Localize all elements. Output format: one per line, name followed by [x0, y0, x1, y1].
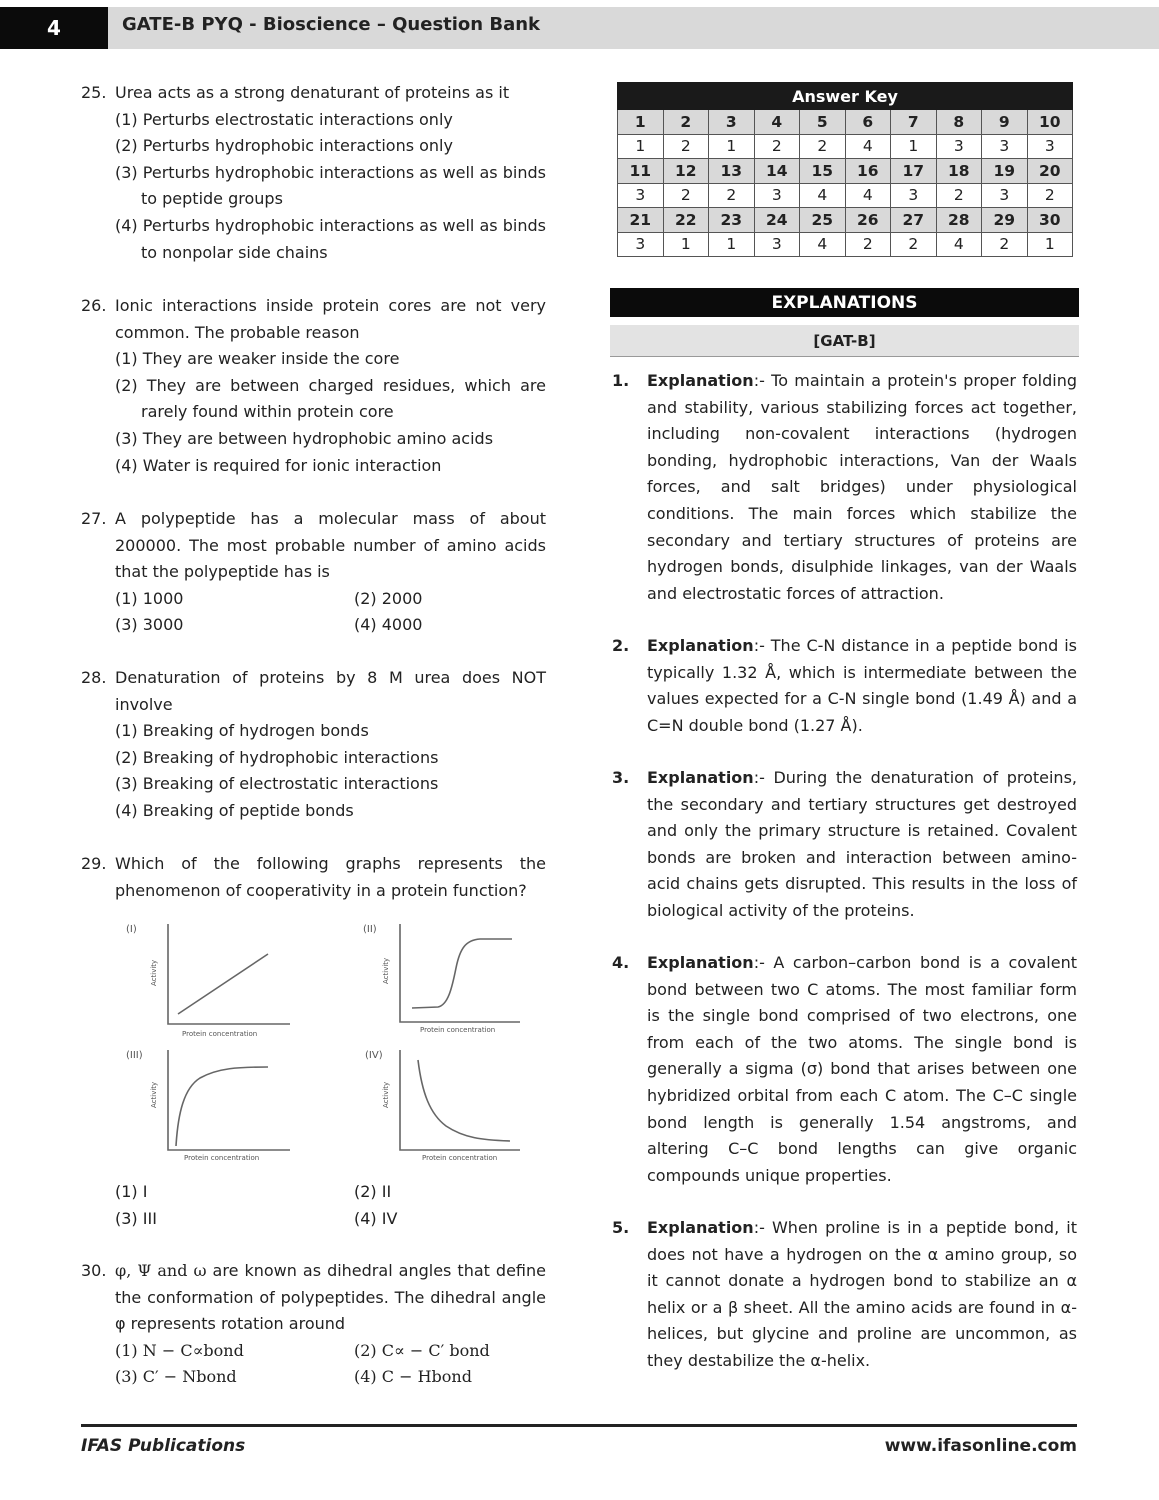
explanations-heading: EXPLANATIONS	[610, 288, 1079, 317]
explanation-lead: Explanation	[647, 953, 754, 972]
answer-key-answer-cell: 2	[1027, 183, 1073, 208]
answer-key-answer-cell: 3	[754, 232, 800, 257]
option-4: (4) 4000	[354, 615, 423, 635]
question-number: 26.	[81, 296, 107, 315]
answer-key-question-cell: 10	[1027, 110, 1073, 135]
explanation-lead: Explanation	[647, 371, 754, 390]
option-3: (3) Perturbs hydrophobic interactions as well as binds to peptide groups	[115, 162, 546, 209]
option-1: (1) 1000	[115, 588, 184, 608]
panel-label: (IV)	[365, 1050, 383, 1061]
option-1: (1) They are weaker inside the core	[115, 349, 400, 369]
option-2: (2) Perturbs hydrophobic interactions only	[115, 136, 453, 156]
answer-key-answer-cell: 2	[709, 183, 755, 208]
answer-key-answer-cell: 3	[754, 183, 800, 208]
option-1: (1) I	[115, 1182, 148, 1201]
question-stem: Ionic interactions inside protein cores are not very common. The probable reason	[115, 296, 546, 342]
answer-key-answer-cell: 2	[936, 183, 982, 208]
dihedral-symbols: φ, Ψ and ω	[115, 1261, 207, 1280]
options-row	[115, 1179, 546, 1206]
answer-key-answer-cell: 4	[845, 183, 891, 208]
answer-key-answer-cell: 1	[1027, 232, 1073, 257]
option-4: (4) C − Hbond	[354, 1367, 472, 1387]
answer-key-question-cell: 21	[618, 208, 664, 233]
option-3: (3) 3000	[115, 615, 184, 635]
explanation-lead: Explanation	[647, 1218, 754, 1237]
explanation-number: 2.	[612, 636, 630, 655]
answer-key-answer-cell: 2	[800, 134, 846, 159]
explanation-lead: Explanation	[647, 636, 754, 655]
page-title: GATE-B PYQ - Bioscience – Question Bank	[122, 14, 541, 35]
question-29-options	[81, 1179, 546, 1232]
answer-key-question-cell: 3	[709, 110, 755, 135]
answer-key-answer-cell: 2	[982, 232, 1028, 257]
option-1: (1) N − C∝bond	[115, 1340, 244, 1360]
answer-key-answer-row	[618, 183, 1073, 208]
options-row	[115, 1338, 546, 1365]
answer-key-question-cell: 14	[754, 159, 800, 184]
question-number: 25.	[81, 83, 107, 102]
option-3: (3) III	[115, 1208, 157, 1228]
answer-key-question-cell: 9	[982, 110, 1028, 135]
answer-key-answer-cell: 2	[845, 232, 891, 257]
explanation-lead: Explanation	[647, 768, 754, 787]
answer-key-answer-cell: 4	[936, 232, 982, 257]
explanation-1	[612, 368, 1077, 607]
answer-key-answer-cell: 3	[891, 183, 937, 208]
answer-key-question-cell: 27	[891, 208, 937, 233]
answer-key-question-cell: 23	[709, 208, 755, 233]
option-4: (4) IV	[354, 1208, 398, 1228]
options-row	[115, 1364, 546, 1391]
explanation-text: :- When proline is in a peptide bond, it does not have a hydrogen on the α amino group, so it cannot donate a hydrogen bond to stabilize an α helix or a β sheet. All the amino acids are found in α-helices, but glycine and proline are uncommon, as they destabilize the α-helix.	[647, 1218, 1077, 1370]
answer-key-question-cell: 12	[663, 159, 709, 184]
question-number: 30.	[81, 1261, 107, 1280]
answer-key-answer-cell: 4	[845, 134, 891, 159]
graphs-svg	[118, 918, 538, 1168]
answer-key-question-cell: 20	[1027, 159, 1073, 184]
answer-key-question-cell: 2	[663, 110, 709, 135]
options-row	[115, 612, 546, 639]
answer-key-table	[617, 82, 1073, 257]
question-stem	[115, 1258, 546, 1338]
option-1: (1) Perturbs electrostatic interactions only	[115, 109, 453, 129]
answer-key-answer-cell: 3	[618, 183, 664, 208]
answer-key-question-cell: 4	[754, 110, 800, 135]
explanation-number: 5.	[612, 1218, 630, 1237]
question-30	[81, 1258, 546, 1391]
curve-linear	[178, 954, 268, 1014]
answer-key-question-cell: 19	[982, 159, 1028, 184]
answer-key-question-cell: 13	[709, 159, 755, 184]
answer-key-answer-row	[618, 134, 1073, 159]
question-28	[81, 665, 546, 825]
option-4: (4) Water is required for ionic interaction	[115, 455, 442, 475]
explanation-text: :- During the denaturation of proteins, the secondary and tertiary structures get destroyed and only the primary structure is retained. Covalent bonds are broken and interaction between amino-acid chains gets disrupted. This results in the loss of biological activity of the proteins.	[647, 768, 1077, 920]
answer-key-question-row	[618, 159, 1073, 184]
answer-key-question-cell: 17	[891, 159, 937, 184]
option-3: (3) C′ − Nbond	[115, 1367, 237, 1387]
option-3: (3) They are between hydrophobic amino acids	[115, 428, 494, 448]
answer-key-question-row	[618, 110, 1073, 135]
axis-label-y: Activity	[382, 957, 390, 984]
question-29	[81, 851, 546, 904]
panel-label: (III)	[126, 1050, 143, 1061]
answer-key-answer-cell: 1	[709, 134, 755, 159]
answer-key-question-cell: 5	[800, 110, 846, 135]
question-stem: Denaturation of proteins by 8 M urea does NOT involve	[115, 668, 546, 714]
explanation-number: 1.	[612, 371, 630, 390]
axis-label-x: Protein concentration	[422, 1154, 498, 1162]
answer-key-question-cell: 6	[845, 110, 891, 135]
option-4: (4) Breaking of peptide bonds	[115, 800, 354, 820]
answer-key-answer-cell: 3	[618, 232, 664, 257]
answer-key-answer-cell: 3	[982, 183, 1028, 208]
answer-key-question-cell: 22	[663, 208, 709, 233]
question-stem: A polypeptide has a molecular mass of about 200000. The most probable number of amino acids that the polypeptide has is	[115, 509, 546, 582]
options-row	[115, 1206, 546, 1233]
question-stem-text: are known as dihedral angles that define the conformation of polypeptides. The dihedral angle φ represents rotation around	[115, 1261, 546, 1334]
axis-label-y: Activity	[150, 1081, 158, 1108]
option-2: (2) Breaking of hydrophobic interactions	[115, 747, 439, 767]
page-number: 4	[0, 7, 108, 49]
answer-key-question-cell: 7	[891, 110, 937, 135]
explanation-4	[612, 950, 1077, 1189]
answer-key-answer-cell: 3	[1027, 134, 1073, 159]
answer-key-answer-cell: 2	[663, 134, 709, 159]
option-3: (3) Breaking of electrostatic interactions	[115, 774, 439, 794]
answer-key-answer-cell: 4	[800, 183, 846, 208]
explanation-text: :- A carbon–carbon bond is a covalent bond between two C atoms. The most familiar form is the single bond comprised of two electrons, one from each of the two atoms. The single bond is generally a sigma (σ) bond that arises between one hybridized orbital from each C atom. The C–C single bond length is generally 1.54 angstroms, and altering C–C bond lengths can give organic compounds unique properties.	[647, 953, 1077, 1185]
answer-key-answer-cell: 1	[663, 232, 709, 257]
options-row	[115, 586, 546, 613]
question-number: 28.	[81, 668, 107, 687]
question-number: 29.	[81, 854, 107, 873]
option-2: (2) They are between charged residues, which are rarely found within protein core	[115, 375, 546, 422]
footer-website[interactable]: www.ifasonline.com	[884, 1436, 1077, 1456]
question-stem: Which of the following graphs represents the phenomenon of cooperativity in a protein function?	[115, 854, 546, 900]
answer-key-question-cell: 24	[754, 208, 800, 233]
explanation-number: 3.	[612, 768, 630, 787]
footer-rule	[81, 1424, 1077, 1427]
panel-label: (I)	[126, 924, 137, 935]
explanation-text: :- The C-N distance in a peptide bond is typically 1.32 Å, which is intermediate between the values expected for a C-N single bond (1.49 Å) and a C=N double bond (1.27 Å).	[647, 636, 1077, 735]
footer-publisher: IFAS Publications	[81, 1436, 246, 1456]
answer-key-question-cell: 29	[982, 208, 1028, 233]
answer-key-answer-cell: 4	[800, 232, 846, 257]
axis-label-x: Protein concentration	[182, 1030, 258, 1038]
option-2: (2) C∝ − C′ bond	[354, 1340, 490, 1360]
answer-key-answer-cell: 3	[936, 134, 982, 159]
answer-key-answer-cell: 1	[891, 134, 937, 159]
answer-key-answer-row	[618, 232, 1073, 257]
explanations-subheading: [GAT-B]	[610, 325, 1079, 357]
option-4: (4) Perturbs hydrophobic interactions as well as binds to nonpolar side chains	[115, 215, 546, 262]
answer-key-question-cell: 8	[936, 110, 982, 135]
answer-key-question-row	[618, 208, 1073, 233]
question-stem: Urea acts as a strong denaturant of proteins as it	[115, 83, 510, 102]
answer-key-question-cell: 25	[800, 208, 846, 233]
answer-key-question-cell: 15	[800, 159, 846, 184]
explanation-2	[612, 633, 1077, 739]
explanation-5	[612, 1215, 1077, 1375]
answer-key-question-cell: 30	[1027, 208, 1073, 233]
question-25	[81, 80, 546, 266]
answer-key-question-cell: 11	[618, 159, 664, 184]
curve-hyperbolic	[176, 1067, 268, 1146]
answer-key-question-cell: 1	[618, 110, 664, 135]
question-27	[81, 506, 546, 639]
panel-label: (II)	[363, 924, 377, 935]
option-1: (1) Breaking of hydrogen bonds	[115, 721, 369, 741]
answer-key-answer-cell: 1	[709, 232, 755, 257]
answer-key-answer-cell: 2	[891, 232, 937, 257]
axis-label-x: Protein concentration	[184, 1154, 260, 1162]
curve-sigmoidal	[412, 939, 512, 1008]
answer-key-question-cell: 16	[845, 159, 891, 184]
answer-key-question-cell: 18	[936, 159, 982, 184]
option-2: (2) 2000	[354, 588, 423, 608]
cooperativity-graphs-figure	[118, 918, 538, 1168]
answer-key-answer-cell: 1	[618, 134, 664, 159]
answer-key-answer-cell: 2	[754, 134, 800, 159]
question-26	[81, 293, 546, 479]
question-number: 27.	[81, 509, 107, 528]
axis-label-y: Activity	[150, 959, 158, 986]
answer-key-question-cell: 28	[936, 208, 982, 233]
explanation-3	[612, 765, 1077, 925]
answer-key-answer-cell: 3	[982, 134, 1028, 159]
explanation-number: 4.	[612, 953, 630, 972]
axis-label-y: Activity	[382, 1081, 390, 1108]
answer-key-question-cell: 26	[845, 208, 891, 233]
explanation-text: :- To maintain a protein's proper folding and stability, various stabilizing forces act together, including non-covalent interactions (hydrogen bonding, hydrophobic interactions, Van der Waals forces, and salt bridges) under physiological conditions. The main forces which stabilize the secondary and tertiary structures of proteins are hydrogen bonds, disulphide linkages, van der Waals and electrostatic forces of attraction.	[647, 371, 1077, 603]
answer-key-title: Answer Key	[618, 83, 1073, 110]
panel-3-axes	[168, 1050, 290, 1150]
axis-label-x: Protein concentration	[420, 1026, 496, 1034]
answer-key-answer-cell: 2	[663, 183, 709, 208]
option-2: (2) II	[354, 1182, 392, 1201]
curve-decay	[418, 1060, 510, 1141]
